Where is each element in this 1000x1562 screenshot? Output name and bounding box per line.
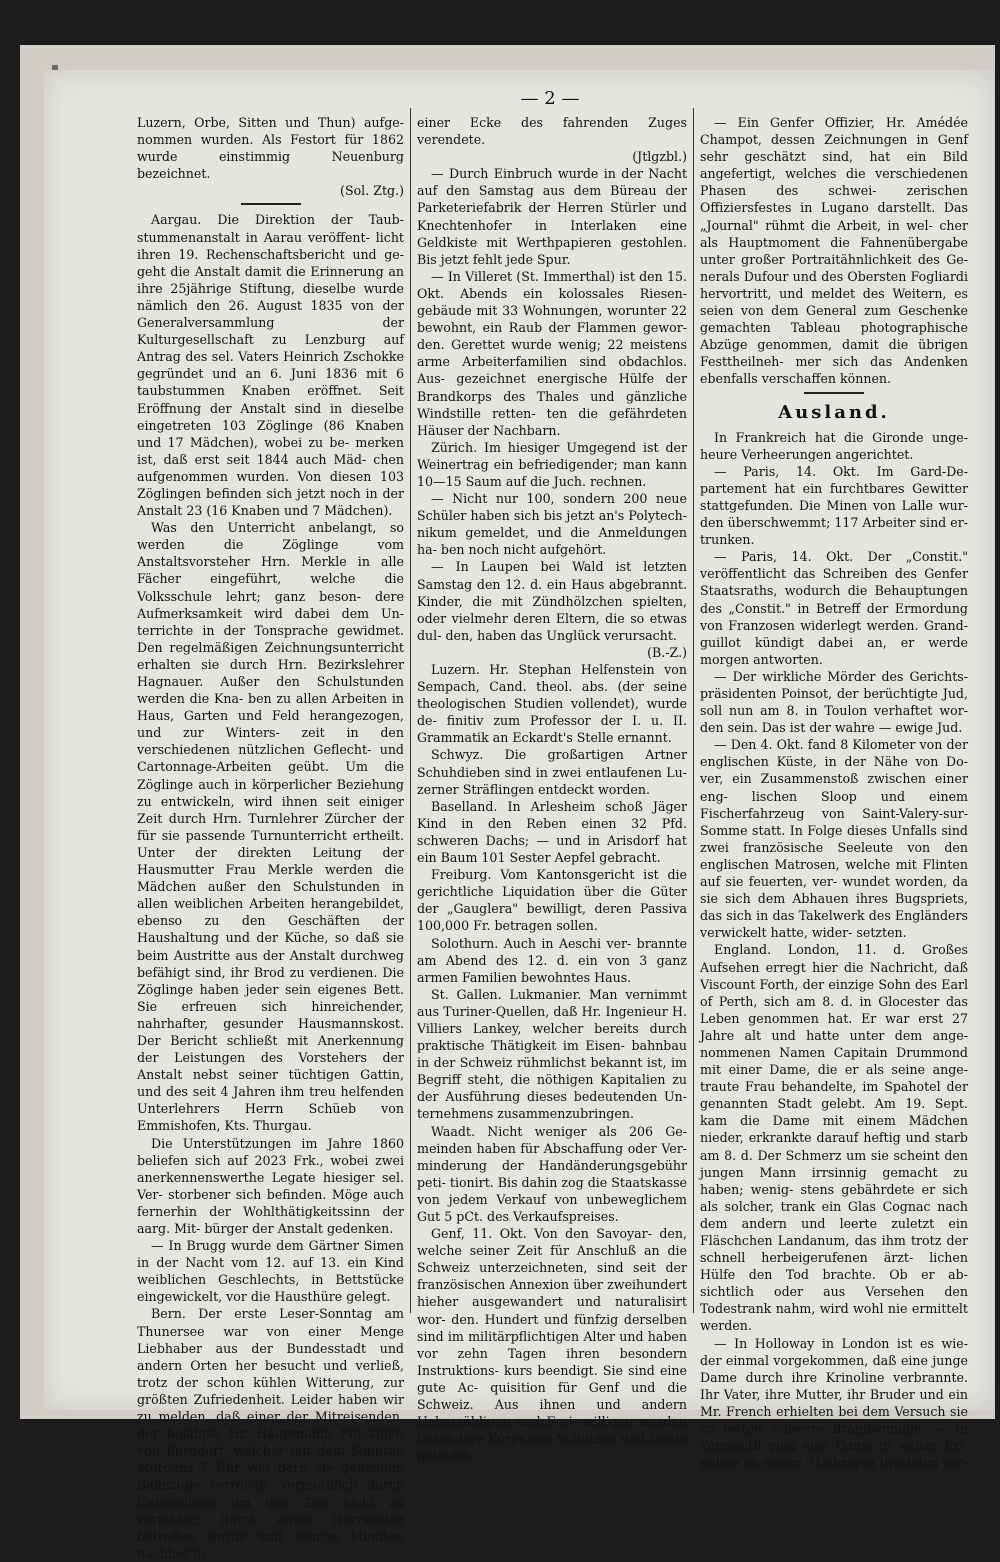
source-note: (Sol. Ztg.) <box>340 183 404 199</box>
column-rule-1 <box>410 108 411 1313</box>
column-1 <box>137 114 404 1562</box>
article-stgallen: St. Gallen. Lukmanier. Man vernimmt aus Turiner-Quellen, daß Hr. Ingenieur H. Villiers Lankey, welcher bereits durch praktische Thätigkeit im Eisen- bahnbau in der Schweiz rühmlichst bekannt ist, im Begriff steht, die nöthigen Kapitalien zu der Ausführung dieses bedeutenden Un- ternehmens zusammenzubringen. <box>417 986 687 1122</box>
article-unterstuetzungen: Die Unterstützungen im Jahre 1860 beliefen sich auf 2023 Frk., wobei zwei anerkennenswerthe Legate hiesiger sel. Ver- storbener sich befinden. Möge auch fernerhin der Wohlthätigkeitssinn der aarg. Mit- bürger der Anstalt gedenken. <box>137 1135 404 1236</box>
article-aargau: Aargau. Die Direktion der Taub- stummenanstalt in Aarau veröffent- licht ihren 19. Rechenschaftsbericht und ge- geht die Anstalt damit die Erinnerung an ihre 25jährige Stiftung, dieselbe wurde nämlich den 26. August 1835 von der Generalversammlung der Kulturgesellschaft zu Lenzburg auf Antrag des sel. Vaters Heinrich Zschokke gegründet und an 6. Juni 1836 mit 6 taubstummen Knaben eröffnet. Seit Eröffnung der Anstalt sind in dieselbe eingetreten 103 Zöglinge (86 Knaben und 17 Mädchen), wobei zu be- merken ist, daß erst seit 1844 auch Mäd- chen aufgenommen wurden. Von diesen 103 Zöglingen befinden sich jetzt noch in der Anstalt 23 (16 Knaben und 7 Mädchen). <box>137 212 404 519</box>
column-3 <box>700 114 968 1471</box>
article-baselland: Baselland. In Arlesheim schoß Jäger Kind in den Reben einen 32 Pfd. schweren Dachs; — und in Arisdorf hat ein Baum 101 Sester Aepfel gebracht. <box>417 798 687 866</box>
separator-rule <box>241 203 301 205</box>
page-number: — 2 — <box>520 88 580 109</box>
article-genf: Genf, 11. Okt. Von den Savoyar- den, welche seiner Zeit für Anschluß an die Schweiz unterzeichneten, sind seit der französischen Annexion über zweihundert hieher ausgewandert und naturalisirt wor- den. Hundert und fünfzig derselben sind im militärpflichtigen Alter und haben vor zehn Tagen ihren besondern Instruktions- kurs beendigt. Sie sind eine gute Ac- quisition für Genf und die Schweiz. Aus ihnen und andern Ueberzähligen und Frei- willigen werden besondere Korps von Schützen und Genie gebildet. <box>417 1226 687 1464</box>
article-brugg: — In Brugg wurde dem Gärtner Simen in der Nacht vom 12. auf 13. ein Kind weiblichen Geschlechts, in Bettstücke eingewickelt, vor die Hausthüre gelegt. <box>137 1238 404 1305</box>
article-holloway: — In Holloway in London ist es wie- der einmal vorgekommen, daß eine junge Dame durch ihre Krinoline verbrannte. Ihr Vater, ihre Mutter, ihr Bruder und ein Mr. French erhielten bei dem Versuch sie zu retten schwere Brandwunden. — In Yarmouth ging eine Dame in weiter Kri- noline an einem 71jährigen Invaliden vor- <box>700 1335 968 1471</box>
article-paris-1: — Paris, 14. Okt. Im Gard-De- partement hat ein furchtbares Gewitter stattgefunden. Die Minen von Lalle wur- den überschwemmt; 117 Arbeiter sind er- trunken. <box>700 463 968 548</box>
source-note: (Jtlgzbl.) <box>632 149 687 165</box>
article-schwyz: Schwyz. Die großartigen Artner Schuhdieben sind in zwei entlaufenen Lu- zerner Sträflingen entdeckt worden. <box>417 747 687 797</box>
article-frankreich: In Frankreich hat die Gironde unge- heure Verheerungen angerichtet. <box>700 429 968 462</box>
article-villeret: — In Villeret (St. Immerthal) ist den 15. Okt. Abends ein kolossales Riesen- gebäude mit 33 Wohnungen, worunter 22 bewohnt, ein Raub der Flammen gewor- den. Gerettet wurde wenig; 22 meistens arme Arbeiterfamilien sind obdachlos. Aus- gezeichnet energische Hülfe der Brandkorps des Thales und gänzliche Windstille retten- ten die gefährdeten Häuser der Nachbarn. <box>417 268 687 438</box>
article-moerder: — Der wirkliche Mörder des Gerichts- präsidenten Poinsot, der berüchtigte Jud, soll nun am 8. in Toulon verhaftet wor- den sein. Das ist der wahre — ewige Jud. <box>700 668 968 736</box>
article-laupen: — In Laupen bei Wald ist letzten Samstag den 12. d. ein Haus abgebrannt. Kinder, die mit Zündhölzchen spielten, oder vielmehr deren Eltern, die so etwas dul- den, haben das Unglück verursacht. <box>417 559 687 643</box>
article-freiburg: Freiburg. Vom Kantonsgericht ist die gerichtliche Liquidation über die Güter der „Gauglera" bewilligt, deren Passiva 100,000 Fr. betragen sollen. <box>417 867 687 934</box>
article-waadt: Waadt. Nicht weniger als 206 Ge- meinden haben für Abschaffung oder Ver- minderung der Handänderungsgebühr peti- tionirt. Bis dahin zog die Staatskasse von jedem Verkauf von unbeweglichem Gut 5 pCt. des Verkaufspreises. <box>417 1123 687 1224</box>
article-luzern: Luzern. Hr. Stephan Helfenstein von Sempach, Cand. theol. abs. (der seine theologischen Studien vollendet), wurde de- finitiv zum Professor der I. u. II. Grammatik an Eckardt's Stelle ernannt. <box>417 662 687 746</box>
column-rule-2 <box>693 108 694 1313</box>
article-paris-2: — Paris, 14. Okt. Der „Constit." veröffentlicht das Schreiben des Genfer Staatsraths, wodurch die Behauptungen des „Constit." in Betreff der Ermordung von Franzosen widerlegt werden. Grand- guillot kündigt dabei an, er werde morgen antworten. <box>700 549 968 667</box>
source-note: (B.-Z.) <box>647 644 687 660</box>
article-solothurn: Solothurn. Auch in Aeschi ver- brannte am Abend des 12. d. ein von 3 ganz armen Familien bewohntes Haus. <box>417 935 687 985</box>
article-text: einer Ecke des fahrenden Zuges verendete. <box>417 115 687 148</box>
article-unterricht: Was den Unterricht anbelangt, so werden die Zöglinge vom Anstaltsvorsteher Hrn. Merkle in alle Fächer eingeführt, welche die Volksschule lehrt; ganz beson- dere Aufmerksamkeit wird dabei dem Un- terrichte in der Tonsprache gewidmet. Den regelmäßigen Zeichnungsunterricht erhalten sie durch Hrn. Bezirkslehrer Hagnauer. Außer den Schulstunden werden die Kna- ben zu allen Arbeiten in Haus, Garten und Feld herangezogen, und zur Winters- zeit in den verschiedenen nützlichen Geflecht- und Cartonnage-Arbeiten geübt. Um die Zöglinge auch in körperlicher Beziehung zu entwickeln, wird ihnen seit einiger Zeit durch Hrn. Turnlehrer Zürcher der für sie passende Turnunterricht ertheilt. Unter der direkten Leitung der Hausmutter Frau Merkle werden die Mädchen außer den Schulstunden in allen weiblichen Arbeiten herangebildet, ebenso zu den Geschäften der Haushaltung und der Küche, so daß sie beim Austritte aus der Anstalt durchweg befähigt sind, ihr Brod zu verdienen. Die Zöglinge haben jeder sein eigenes Bett. Sie erfreuen sich hinreichender, nahrhafter, gesunder Hausmannskost. Der Bericht schließt mit Anerkennung der Leistungen des Vorstehers der Anstalt nebst seiner tüchtigen Gattin, und des seit 4 Jahren ihm treu helfenden Unterlehrers Herrn Schüeb von Emmishofen, Kts. Thurgau. <box>137 520 404 1134</box>
article-england: England. London, 11. d. Großes Aufsehen erregt hier die Nachricht, daß Viscount Forth, der einzige Sohn des Earl of Perth, sich am 8. d. in Glocester das Leben genommen hat. Er war erst 27 Jahre alt und hatte unter dem ange- nommenen Namen Capitain Drummond mit einer Dame, die er als seine ange- traute Frau behandelte, im Spahotel der genannten Stadt gelebt. Am 19. Sept. kam die Dame mit einem Mädchen nieder, erkrankte darauf heftig und starb am 8. d. Der Schmerz um sie scheint den jungen Mann irrsinnig gemacht zu haben; wenig- stens gebährdete er sich als solcher, trank ein Glas Cognac nach dem andern und leerte zuletzt ein Fläschchen Landanum, das ihm trotz der schnell herbeigerufenen ärzt- lichen Hülfe den Tod brachte. Ob er ab- sichtlich oder aus Versehen den Todestrank nahm, wird wohl nie ermittelt werden. <box>700 942 968 1334</box>
section-heading-ausland: Ausland. <box>778 401 890 423</box>
article-schueler: — Nicht nur 100, sondern 200 neue Schüler haben sich bis jetzt an's Polytech- nikum gemeldet, und die Anmeldungen ha- ben noch nicht aufgehört. <box>417 491 687 558</box>
column-2 <box>417 114 687 1464</box>
article-bern: Bern. Der erste Leser-Sonntag am Thunersee war von einer Menge Liebhaber aus der Bundesstadt und andern Orten her besucht und verließ, trotz der schon kühlen Witterung, zur größten Zufriedenheit. Leider haben wir zu melden, daß einer der Mitreisenden, der bejahrte Hr. Hauptmann Flückiger, von Burgdorf, welcher mit dem Sonntag Morgens 7 Uhr von Bern ab- gehenden Bahnzuge verreiste, vermuthlich durch Uebereilung um den Zug nicht zu verfehlen, durch einen Herzschlag betroffen wurde und wenige Minuten nachher in <box>137 1306 404 1561</box>
article-4-okt: — Den 4. Okt. fand 8 Kilometer von der englischen Küste, in der Nähe von Do- ver, ein Zusammenstoß zwischen einer eng- lischen Sloop und einem Fischerfahrzeug von Saint-Valery-sur-Somme statt. In Folge dieses Unfalls sind zwei französische Seeleute von den englischen Matrosen, welche mit Flinten auf sie feuerten, ver- wundet worden, da sie sich dem Abhauen ihres Bugspriets, das sich in das Takelwerk des Engländers verwickelt hatte, wider- setzten. <box>700 737 968 941</box>
separator-rule <box>804 392 864 394</box>
article-genfer-offizier: — Ein Genfer Offizier, Hr. Amédée Champot, dessen Zeichnungen in Genf sehr geschätzt sind, hat ein Bild angefertigt, welches die verschiedenen Phasen des schwei- zerischen Offiziersfestes in Lugano darstellt. Das „Journal" rühmt die Arbeit, in wel- cher als Hauptmoment die Fahnenübergabe unter großer Portraitähnlichkeit des Ge- nerals Dufour und des Obersten Fogliardi hervortritt, und meldet des Weitern, es seien von dem General zum Geschenke gemachten Tableau photographische Abzüge genommen, damit die übrigen Festtheilneh- mer sich das Andenken ebenfalls verschaffen können. <box>700 115 968 387</box>
article-zuerich: Zürich. Im hiesiger Umgegend ist der Weinertrag ein befriedigender; man kann 10—15 Saum auf die Juch. rechnen. <box>417 439 687 489</box>
article-einbruch: — Durch Einbruch wurde in der Nacht auf den Samstag aus dem Büreau der Parketeriefabrik der Herren Stürler und Knechtenhofer in Interlaken eine Geldkiste mit Werthpapieren gestohlen. Bis jetzt fehlt jede Spur. <box>417 166 687 267</box>
article-text: Luzern, Orbe, Sitten und Thun) aufge- nommen wurden. Als Festort für 1862 wurde einstimmig Neuenburg bezeichnet. <box>137 115 404 182</box>
